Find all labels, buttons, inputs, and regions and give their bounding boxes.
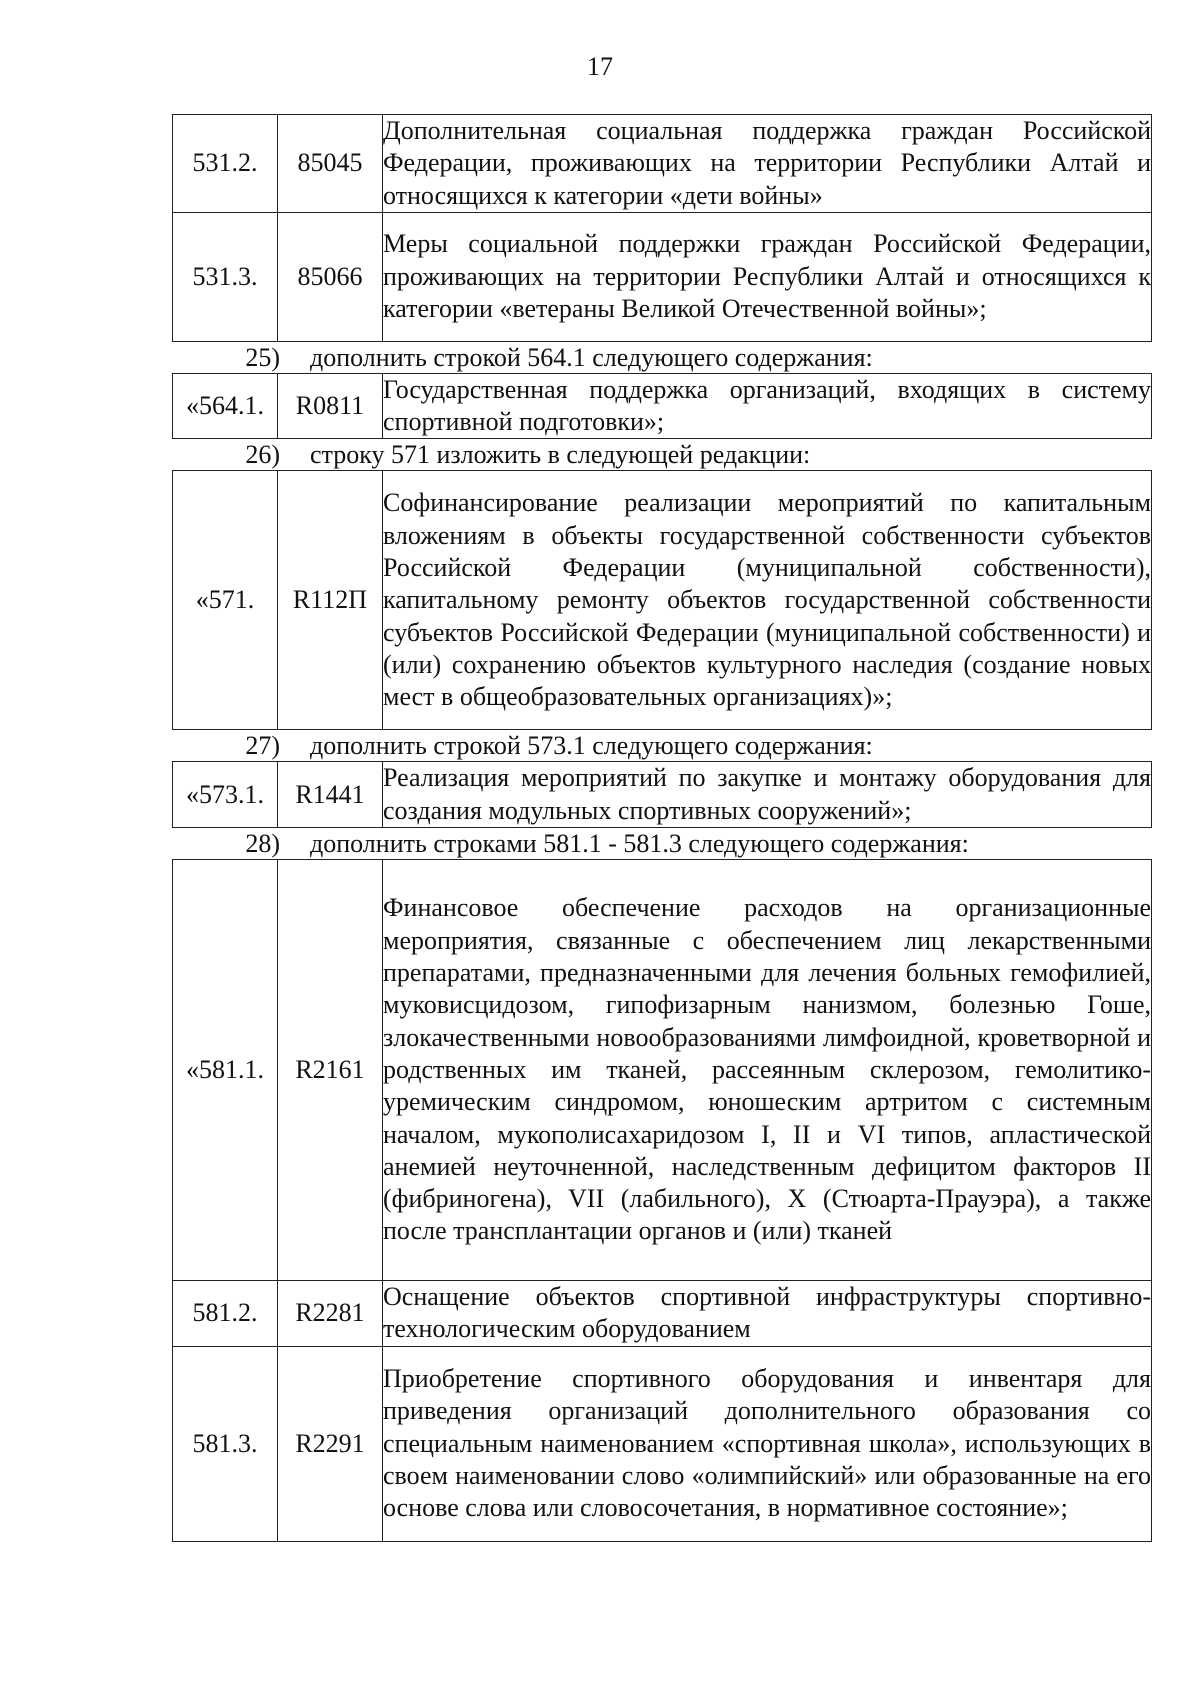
instruction-text: строку 571 изложить в следующей редакции: [310, 440, 811, 470]
amendment-instruction [172, 828, 1152, 859]
row-description: Дополнительная социальная поддержка граждан Российской Федерации, проживающих на территории Республики Алтай и относящихся к категории «дети войны» [383, 116, 1151, 210]
amendment-instruction [172, 342, 1152, 373]
row-description: Оснащение объектов спортивной инфраструктуры спортивно-технологическим оборудованием [383, 1282, 1151, 1344]
row-description: Реализация мероприятий по закупке и монтажу оборудования для создания модульных спортивных сооружений»; [383, 763, 1151, 825]
row-description: Государственная поддержка организаций, входящих в систему спортивной подготовки»; [383, 374, 1151, 437]
classification-code: R1441 [278, 762, 383, 828]
row-number: «571. [173, 471, 278, 730]
row-number: 531.3. [173, 212, 278, 341]
row-number: «581.1. [173, 860, 278, 1281]
table-row [173, 212, 1152, 341]
classification-code: R112П [278, 471, 383, 730]
table-row [173, 860, 1152, 1281]
classification-code: R2281 [278, 1281, 383, 1347]
budget-table-block-2 [172, 373, 1152, 440]
classification-code: 85045 [278, 115, 383, 213]
row-number: «564.1. [173, 373, 278, 439]
page-number: 17 [587, 52, 613, 81]
row-number: 581.3. [173, 1346, 278, 1541]
row-description: Приобретение спортивного оборудования и инвентаря для приведения организаций дополнительного образования со специальным наименованием «спортивная школа», использующих в своем наименовании слово «олимпийский» или образованные на его основе слова или словосочетания, в нормативное состояние»; [383, 1363, 1151, 1523]
row-description: Меры социальной поддержки граждан Российской Федерации, проживающих на территории Республики Алтай и относящихся к категории «ветераны Великой Отечественной войны»; [383, 229, 1151, 324]
instruction-number: 26) [245, 440, 280, 470]
budget-table-block-4 [172, 761, 1152, 828]
classification-code: 85066 [278, 212, 383, 341]
table-row [173, 471, 1152, 730]
budget-table-block-1 [172, 114, 1152, 342]
amendment-instruction [172, 730, 1152, 761]
instruction-text: дополнить строкой 573.1 следующего содержания: [310, 731, 873, 761]
classification-code: R0811 [278, 373, 383, 439]
row-description: Финансовое обеспечение расходов на организационные мероприятия, связанные с обеспечением лиц лекарственными препаратами, предназначенными для лечения больных гемофилией, муковисцидозом, гипофизарным нанизмом, болезнью Гоше, злокачественными новообразованиями лимфоидной, кроветворной и родственных им тканей, рассеянным склерозом, гемолитико-уремическим синдромом, юношеским артритом с системным началом, мукополисахаридозом I, II и VI типов, апластической анемией неуточненной, наследственным дефицитом факторов II (фибриногена), VII (лабильного), X (Стюарта-Прауэра), а также после трансплантации органов и (или) тканей [383, 893, 1151, 1246]
table-row [173, 762, 1152, 828]
table-row [173, 1281, 1152, 1347]
instruction-text: дополнить строками 581.1 - 581.3 следующего содержания: [310, 829, 969, 859]
table-row [173, 1346, 1152, 1541]
document-body [172, 114, 1152, 1542]
budget-table-block-5 [172, 859, 1152, 1542]
classification-code: R2291 [278, 1346, 383, 1541]
instruction-number: 28) [245, 829, 280, 859]
classification-code: R2161 [278, 860, 383, 1281]
amendment-instruction [172, 439, 1152, 470]
row-number: 581.2. [173, 1281, 278, 1347]
budget-table-block-3 [172, 470, 1152, 730]
row-number: «573.1. [173, 762, 278, 828]
row-number: 531.2. [173, 115, 278, 213]
instruction-text: дополнить строкой 564.1 следующего содержания: [310, 342, 873, 372]
table-row [173, 115, 1152, 213]
instruction-number: 27) [245, 731, 280, 761]
row-description: Софинансирование реализации мероприятий по капитальным вложениям в объекты государственной собственности субъектов Российской Федерации (муниципальной собственности), капитальному ремонту объектов государственной собственности субъектов Российской Федерации (муниципальной собственности) и (или) сохранению объектов культурного наследия (создание новых мест в общеобразовательных организациях)»; [383, 488, 1151, 712]
instruction-number: 25) [245, 342, 280, 372]
table-row [173, 373, 1152, 439]
